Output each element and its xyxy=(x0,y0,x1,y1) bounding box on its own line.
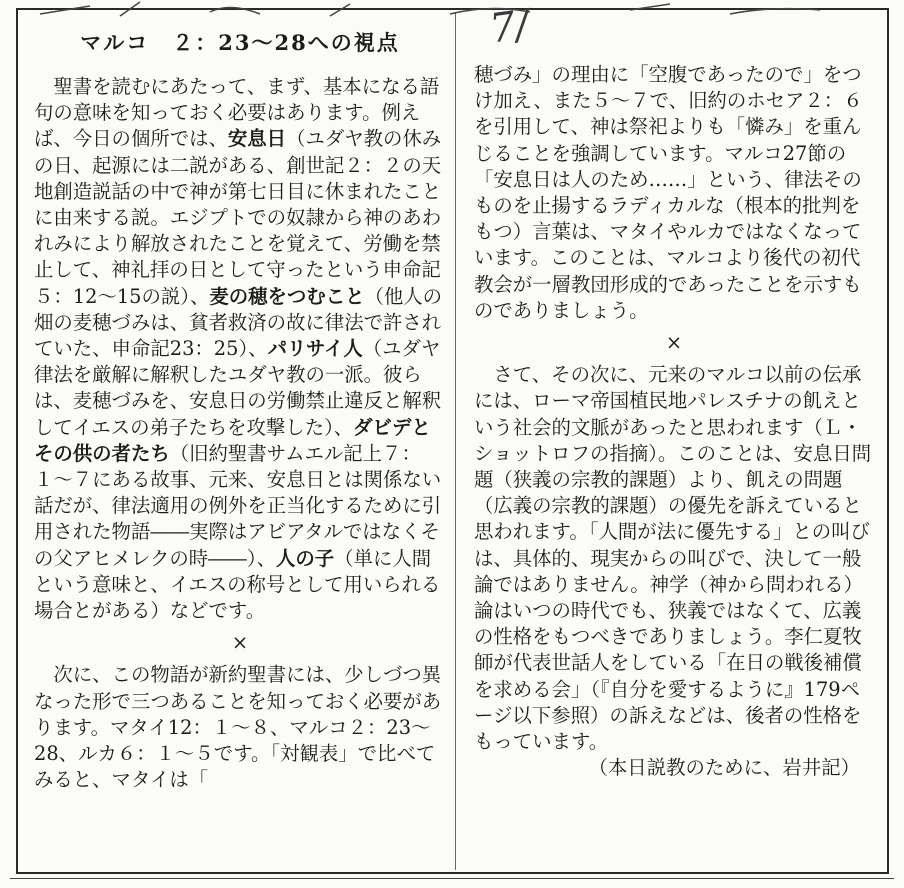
text-segment: （ユダヤ律法を厳解に解釈したユダヤ教の一派。彼らは、麦穂づみを、安息日の労働禁止違反と解釈してイエスの弟子たちを攻撃した）、 xyxy=(34,337,442,439)
bottom-rule xyxy=(10,878,894,879)
term-son-of-man: 人の子 xyxy=(276,546,335,570)
text-segment: （ユダヤ教の休みの日、起源には二説がある、創世記２：２の天地創造説話の中で神が第七日目に休まれたことに由来する説。エジプトでの奴隷から神のあわれみにより解放されたことを覚えて、労働を禁止して、神礼拝の日として守ったという申命記５：12〜15の説）、 xyxy=(34,127,442,308)
text-segment: （旧約聖書サムエル記上７：１〜７にある故事、元来、安息日とは関係ない話だが、律法適用の例外を正当化するために引用された物語――実際はアビアタルではなくその父アヒメレクの時――）、 xyxy=(34,441,442,570)
term-plucking-grain: 麦の穂をつむこと xyxy=(209,284,365,308)
text-segment: 聖書を読むにあたって、まず、基本になる語句の意味を知っておく必要はあります。例えば、今日の個所では、 xyxy=(34,75,440,151)
right-column xyxy=(474,62,874,781)
term-pharisees: パリサイ人 xyxy=(267,337,363,361)
paragraph-comparison: 穂づみ」の理由に「空腹であったので」をつけ加え、また５〜７で、旧約のホセア２：６を引用して、神は祭祀よりも「憐み」を重んじることを強調しています。マルコ27節の「安息日は人のため……」という、律法そのものを止揚するラディカルな（根本的批判をもつ）言葉は、マタイやルカではなくなっています。このことは、マルコより後代の初代教会が一層教団形成的であったことを示すものでありましょう。 xyxy=(474,63,863,322)
handwritten-note: 7/ xyxy=(486,1,532,53)
section-separator: × xyxy=(665,331,683,355)
text-segment: （他人の畑の麦穂づみは、貧者救済の故に律法で許されていた、申命記23：25）、 xyxy=(34,284,443,361)
text-segment: （単に人間という意味と、イエスの称号として用いられる場合とがある）などです。 xyxy=(34,546,441,623)
paragraph-terms xyxy=(34,74,446,624)
author-signature: （本日説教のために、岩井記） xyxy=(588,756,860,780)
paragraph-context: さて、その次に、元来のマルコ以前の伝承には、ローマ帝国植民地パレスチナの飢えという社会的文脈があったと思われます（Ｌ・ショットロフの指摘）。このことは、安息日問題（狭義の宗教的課題）より、飢えの問題（広義の宗教的課題）の優先を訴えていると思われます。「人間が法に優先する」との叫びは、具体的、現実からの叫びで、決して一般論ではありません。神学（神から問われる）論はいつの時代でも、狭義ではなくて、広義の性格をもつべきでありましょう。李仁夏牧師が代表世話人をしている「在日の戦後補償を求める会」（『自分を愛するように』179ページ以下参照）の訴えなどは、後者の性格をもっています。 xyxy=(474,363,872,754)
section-separator: × xyxy=(231,631,249,655)
term-david: ダビデとその供の者たち xyxy=(34,415,431,465)
left-column xyxy=(34,30,446,793)
article-title: マルコ ２：23〜28への視点 xyxy=(80,30,400,55)
paragraph-synoptic: 次に、この物語が新約聖書には、少しづつ異なった形で三つあることを知っておく必要があります。マタイ12：１〜８、マルコ２：23〜28、ルカ６：１〜５です。「対観表」で比べてみると、マタイは「 xyxy=(34,663,442,792)
term-sabbath: 安息日 xyxy=(227,127,287,151)
column-divider xyxy=(455,12,456,870)
handwritten-scribble xyxy=(30,0,830,20)
